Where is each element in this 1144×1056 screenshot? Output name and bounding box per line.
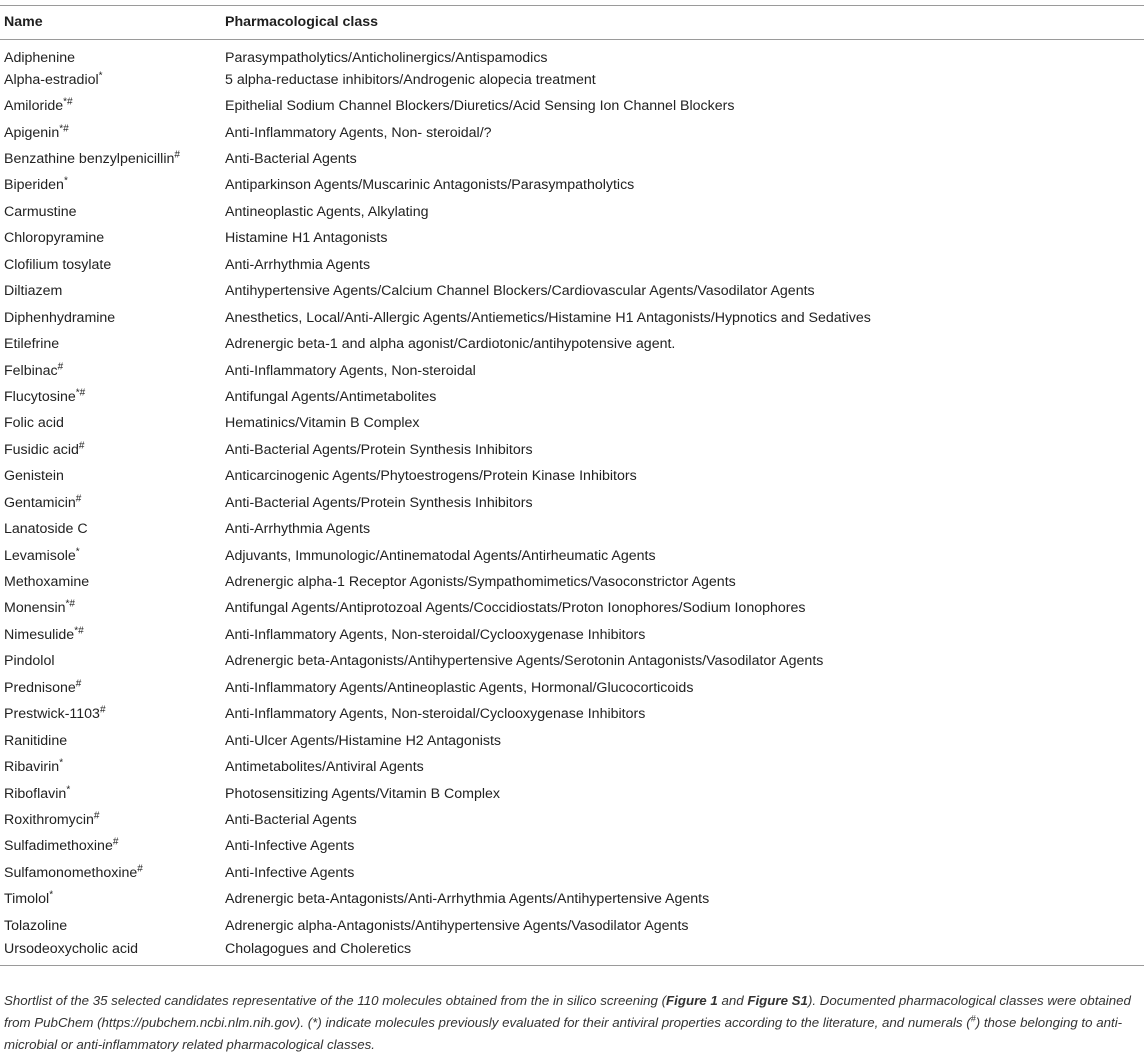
column-header-pharmacological-class: Pharmacological class <box>225 6 1144 40</box>
pharmacological-class-cell: Antineoplastic Agents, Alkylating <box>225 203 429 220</box>
drug-name-cell <box>0 543 225 569</box>
table-row <box>0 702 1144 728</box>
table-caption <box>4 990 1140 1056</box>
drug-name: Carmustine <box>4 203 77 220</box>
drug-name-cell <box>0 516 225 542</box>
drug-annotation-mark: * <box>59 757 64 769</box>
drug-name: Diphenhydramine <box>4 309 116 326</box>
pharmacological-class-cell: Epithelial Sodium Channel Blockers/Diuretics/Acid Sensing Ion Channel Blockers <box>225 98 735 115</box>
drug-name-cell <box>0 675 225 701</box>
drug-annotation-mark: # <box>93 810 100 822</box>
drug-name: Amiloride <box>4 98 64 115</box>
drug-name: Flucytosine <box>4 388 76 405</box>
drug-annotation-mark: *# <box>75 387 86 399</box>
drug-annotation-mark: # <box>78 440 85 452</box>
drug-name: Prestwick-1103 <box>4 706 100 723</box>
pharmacological-class-cell: Anti-Infective Agents <box>225 838 355 855</box>
drug-name: Methoxamine <box>4 574 90 591</box>
pharmacological-class-cell: Anti-Bacterial Agents <box>225 151 357 168</box>
pharmacological-class-cell: Anticarcinogenic Agents/Phytoestrogens/Protein Kinase Inhibitors <box>225 468 637 485</box>
drug-name-cell <box>0 358 225 384</box>
pharmacological-class-cell: Anti-Infective Agents <box>225 864 355 881</box>
table-row <box>0 93 1144 119</box>
drug-name: Biperiden <box>4 177 64 194</box>
drug-name-cell <box>0 252 225 278</box>
drug-name: Levamisole <box>4 547 76 564</box>
drug-name-cell <box>0 331 225 357</box>
drug-name-cell <box>0 939 225 965</box>
drug-name: Apigenin <box>4 124 60 141</box>
drug-name: Benzathine benzylpenicillin <box>4 151 175 168</box>
table-row <box>0 358 1144 384</box>
table-row <box>0 305 1144 331</box>
pharmacological-class-cell: Adrenergic alpha-1 Receptor Agonists/Sympathomimetics/Vasoconstrictor Agents <box>225 574 736 591</box>
table-row <box>0 40 1144 68</box>
drug-name: Prednisone <box>4 679 76 696</box>
drug-name: Adiphenine <box>4 50 75 66</box>
drug-name: Felbinac <box>4 362 58 379</box>
drug-name-cell <box>0 781 225 807</box>
pharmacological-class-cell: Antimetabolites/Antiviral Agents <box>225 759 424 776</box>
drug-name-cell <box>0 199 225 225</box>
drug-annotation-mark: # <box>75 678 82 690</box>
table-row <box>0 675 1144 701</box>
drug-name-cell <box>0 728 225 754</box>
table-row <box>0 728 1144 754</box>
drug-name: Roxithromycin <box>4 811 94 828</box>
table-row <box>0 411 1144 437</box>
table-row <box>0 199 1144 225</box>
drug-name: Chloropyramine <box>4 230 105 247</box>
drug-name: Fusidic acid <box>4 441 79 458</box>
drug-name: Alpha-estradiol <box>4 71 99 88</box>
pharmacological-class-cell: Adrenergic beta-Antagonists/Anti-Arrhythmia Agents/Antihypertensive Agents <box>225 891 710 908</box>
table-row <box>0 939 1144 965</box>
drug-name-cell <box>0 860 225 886</box>
drug-annotation-mark: * <box>63 175 68 187</box>
table-header-row <box>0 6 1144 40</box>
pharmacological-class-cell: Anti-Bacterial Agents/Protein Synthesis Inhibitors <box>225 494 533 511</box>
drug-annotation-mark: # <box>112 836 119 848</box>
drug-name: Ranitidine <box>4 732 68 749</box>
drug-annotation-mark: *# <box>74 625 84 637</box>
pharmacological-class-cell: Anti-Bacterial Agents/Protein Synthesis Inhibitors <box>225 441 533 458</box>
drug-name: Sulfadimethoxine <box>4 838 113 855</box>
drug-name: Lanatoside C <box>4 521 88 538</box>
table-row <box>0 173 1144 199</box>
table-row <box>0 384 1144 410</box>
caption-text-part3: ) those belonging to anti-microbial or anti-inflammatory related pharmacological classes. <box>4 1015 1123 1052</box>
drug-name-cell <box>0 464 225 490</box>
drug-annotation-mark: # <box>57 360 64 372</box>
drug-name-cell <box>0 490 225 516</box>
drug-name: Nimesulide <box>4 626 75 643</box>
drug-name-cell <box>0 702 225 728</box>
drug-annotation-mark: * <box>66 783 71 795</box>
drug-name-cell <box>0 834 225 860</box>
drug-name: Diltiazem <box>4 283 63 300</box>
drug-name: Riboflavin <box>4 785 67 802</box>
table-row <box>0 516 1144 542</box>
drug-name: Genistein <box>4 468 64 485</box>
drug-name: Ribavirin <box>4 759 60 776</box>
drug-name-cell <box>0 146 225 172</box>
caption-text-part1: Shortlist of the 35 selected candidates representative of the 110 molecules obtained from the in silico screening ( <box>4 993 667 1008</box>
drug-annotation-mark: # <box>99 704 106 716</box>
caption-hash-mark: # <box>970 1013 976 1024</box>
drug-name: Gentamicin <box>4 494 76 511</box>
drug-name-cell <box>0 279 225 305</box>
drug-annotation-mark: *# <box>65 598 75 610</box>
table-row <box>0 490 1144 516</box>
drug-name-cell <box>0 754 225 780</box>
drug-name-cell <box>0 93 225 119</box>
drug-annotation-mark: # <box>174 149 180 161</box>
pharmacological-class-cell: Anesthetics, Local/Anti-Allergic Agents/Antiemetics/Histamine H1 Antagonists/Hypnotics and Sedatives <box>225 309 871 326</box>
pharmacological-class-cell: Histamine H1 Antagonists <box>225 230 388 247</box>
pharmacological-class-cell: Anti-Inflammatory Agents, Non-steroidal/Cyclooxygenase Inhibitors <box>225 626 646 643</box>
drug-name-cell <box>0 226 225 252</box>
table-row <box>0 913 1144 939</box>
pharmacological-class-cell: Anti-Inflammatory Agents, Non-steroidal <box>225 362 476 379</box>
drug-name-cell <box>0 887 225 913</box>
pharmacological-class-cell: Anti-Bacterial Agents <box>225 811 357 828</box>
drug-annotation-mark: * <box>49 889 54 901</box>
table-row <box>0 781 1144 807</box>
drug-name: Monensin <box>4 600 66 617</box>
drug-name-cell <box>0 40 225 68</box>
table-row <box>0 120 1144 146</box>
pharmacological-class-cell: Antihypertensive Agents/Calcium Channel Blockers/Cardiovascular Agents/Vasodilator Agents <box>225 283 815 300</box>
table-row <box>0 279 1144 305</box>
pharmacological-class-cell: Parasympatholytics/Anticholinergics/Antispamodics <box>225 50 548 66</box>
column-header-name: Name <box>0 6 225 40</box>
pharmacological-class-cell: Anti-Arrhythmia Agents <box>225 256 371 273</box>
pharmacological-class-cell: Antifungal Agents/Antimetabolites <box>225 388 437 405</box>
table-row <box>0 834 1144 860</box>
pharmacological-class-cell: Cholagogues and Choleretics <box>225 939 1144 965</box>
pharmacological-class-cell: Hematinics/Vitamin B Complex <box>225 415 420 432</box>
pharmacological-class-cell: Photosensitizing Agents/Vitamin B Complex <box>225 785 500 802</box>
pharmacological-class-cell: Adrenergic beta-Antagonists/Antihypertensive Agents/Serotonin Antagonists/Vasodilator Agents <box>225 653 824 670</box>
drug-annotation-mark: *# <box>59 122 69 134</box>
pharmacological-class-cell: Anti-Inflammatory Agents, Non- steroidal/? <box>225 124 492 141</box>
drug-name: Sulfamonomethoxine <box>4 864 138 881</box>
drug-annotation-mark: * <box>98 69 103 81</box>
drug-name: Clofilium tosylate <box>4 256 112 273</box>
pharmacological-class-cell: Adjuvants, Immunologic/Antinematodal Agents/Antirheumatic Agents <box>225 547 656 564</box>
table-row <box>0 252 1144 278</box>
pharmacological-class-cell: 5 alpha-reductase inhibitors/Androgenic alopecia treatment <box>225 71 596 88</box>
drug-candidates-table <box>0 5 1144 966</box>
drug-name: Folic acid <box>4 415 64 432</box>
caption-text-and: and <box>717 993 748 1008</box>
pharmacological-class-cell: Adrenergic alpha-Antagonists/Antihypertensive Agents/Vasodilator Agents <box>225 917 689 934</box>
pharmacological-class-cell: Anti-Inflammatory Agents, Non-steroidal/Cyclooxygenase Inhibitors <box>225 706 646 723</box>
table-row <box>0 67 1144 93</box>
pharmacological-class-cell: Anti-Ulcer Agents/Histamine H2 Antagonists <box>225 732 501 749</box>
table-row <box>0 596 1144 622</box>
table-row <box>0 887 1144 913</box>
drug-name-cell <box>0 384 225 410</box>
drug-annotation-mark: # <box>75 492 82 504</box>
drug-name-cell <box>0 596 225 622</box>
caption-figure-1-ref: Figure 1 <box>666 993 718 1008</box>
table-body <box>0 40 1144 966</box>
pharmacological-class-cell: Antifungal Agents/Antiprotozoal Agents/Coccidiostats/Proton Ionophores/Sodium Ionophores <box>225 600 806 617</box>
drug-name-cell <box>0 173 225 199</box>
drug-annotation-mark: *# <box>63 96 73 108</box>
drug-name-cell <box>0 913 225 939</box>
table-row <box>0 754 1144 780</box>
drug-name: Etilefrine <box>4 336 60 353</box>
drug-name-cell <box>0 120 225 146</box>
pharmacological-class-cell: Antiparkinson Agents/Muscarinic Antagonists/Parasympatholytics <box>225 177 635 194</box>
table-row <box>0 146 1144 172</box>
table-row <box>0 569 1144 595</box>
table-row <box>0 331 1144 357</box>
drug-name: Timolol <box>4 891 50 908</box>
drug-name-cell <box>0 649 225 675</box>
pharmacological-class-cell: Anti-Inflammatory Agents/Antineoplastic Agents, Hormonal/Glucocorticoids <box>225 679 694 696</box>
drug-name: Pindolol <box>4 653 55 670</box>
pharmacological-class-cell: Anti-Arrhythmia Agents <box>225 521 371 538</box>
pharmacological-class-cell: Adrenergic beta-1 and alpha agonist/Cardiotonic/antihypotensive agent. <box>225 336 676 353</box>
table-row <box>0 437 1144 463</box>
caption-figure-s1-ref: Figure S1 <box>747 993 808 1008</box>
drug-name-cell <box>0 67 225 93</box>
table-row <box>0 622 1144 648</box>
drug-name-cell <box>0 411 225 437</box>
caption-text-part2: ). Documented pharmacological classes were obtained from PubChem (https://pubchem.ncbi.nlm.nih.gov). (*) indicate molecules previously evaluated for their antiviral properties according to the literature, and numerals ( <box>4 993 1131 1030</box>
drug-name-cell <box>0 305 225 331</box>
drug-annotation-mark: # <box>137 863 143 875</box>
drug-name-cell <box>0 569 225 595</box>
table-row <box>0 807 1144 833</box>
table-row <box>0 649 1144 675</box>
drug-name-cell <box>0 807 225 833</box>
drug-name-cell <box>0 622 225 648</box>
table-row <box>0 226 1144 252</box>
drug-name: Tolazoline <box>4 917 68 934</box>
table-row <box>0 860 1144 886</box>
drug-annotation-mark: * <box>75 545 80 557</box>
table-row <box>0 543 1144 569</box>
drug-name: Ursodeoxycholic acid <box>4 940 139 957</box>
drug-name-cell <box>0 437 225 463</box>
table-row <box>0 464 1144 490</box>
